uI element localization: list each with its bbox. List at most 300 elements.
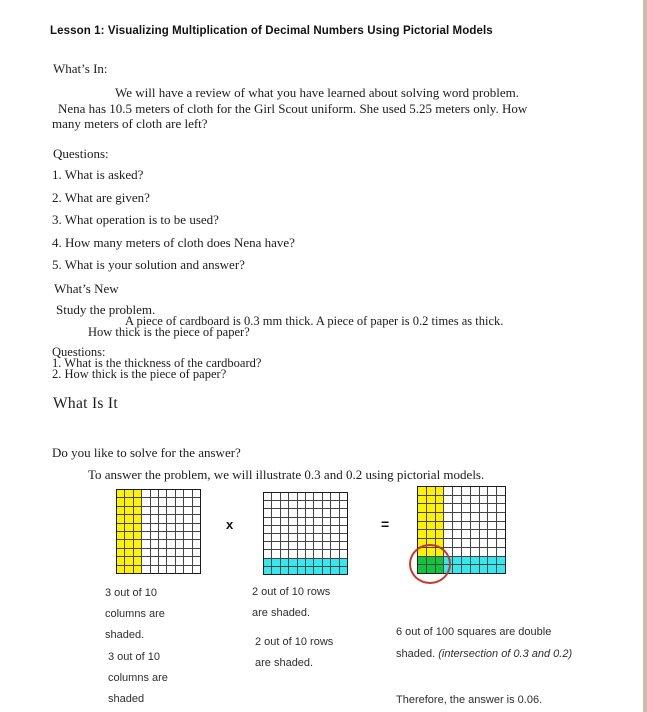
grid-cell (289, 526, 296, 533)
grid-cell (264, 559, 271, 566)
grid-cell (480, 504, 488, 512)
grid-cell (331, 534, 338, 541)
grid-cell (488, 557, 496, 565)
grid-cell (281, 501, 288, 508)
grid-cell (323, 542, 330, 549)
grid-cell (488, 548, 496, 556)
grid-cell (340, 526, 347, 533)
question-item: 3. What operation is to be used? (52, 212, 219, 227)
grid-cell (480, 487, 488, 495)
question-item: 1. What is asked? (52, 167, 144, 182)
grid-cell (159, 515, 166, 522)
grid-cell (125, 532, 132, 539)
grid-cell (167, 566, 174, 573)
grid3-caption-main: 6 out of 100 squares are double shaded. (396, 626, 552, 660)
grid-cell (298, 518, 305, 525)
grid-cell (314, 518, 321, 525)
question-item: 4. How many meters of cloth does Nena have? (52, 234, 295, 250)
grid-cell (453, 548, 461, 556)
grid-cell (444, 504, 452, 512)
grid-cell (167, 524, 174, 531)
question-item: 2. What are given? (52, 189, 150, 205)
grid-cell (306, 559, 313, 566)
grid-cell (314, 550, 321, 557)
grid-cell (427, 513, 435, 521)
question-item: 2. How thick is the piece of paper? (52, 367, 227, 382)
grid-cell (331, 526, 338, 533)
grid-cell (176, 524, 183, 531)
grid-cell (471, 513, 479, 521)
grid-cell (298, 550, 305, 557)
grid-cell (264, 567, 271, 574)
grid-cell (159, 557, 166, 564)
grid-cell (497, 539, 505, 547)
grid-cell (488, 530, 496, 538)
grid-cell (281, 526, 288, 533)
grid-cell (281, 509, 288, 516)
grid-cell (462, 548, 470, 556)
grid-cell (298, 509, 305, 516)
grid-cell (298, 526, 305, 533)
grid-cell (418, 530, 426, 538)
grid-cell (134, 515, 141, 522)
grid-cell (117, 566, 124, 573)
grid-cell (314, 542, 321, 549)
grid-cell (488, 496, 496, 504)
grid-cell (142, 557, 149, 564)
grid-cell (436, 487, 444, 495)
grid-cell (151, 540, 158, 547)
grid-cell (159, 490, 166, 497)
grid-cell (142, 524, 149, 531)
grid-cell (340, 559, 347, 566)
grid-cell (453, 504, 461, 512)
grid-cell (117, 549, 124, 556)
grid-cell (480, 557, 488, 565)
grid-cell (176, 507, 183, 514)
grid-cell (289, 501, 296, 508)
grid-cell (167, 490, 174, 497)
grid-cell (142, 566, 149, 573)
grid-cell (453, 565, 461, 573)
whats-new-heading: What’s New (54, 281, 119, 296)
grid-cell (444, 496, 452, 504)
grid-cell (272, 526, 279, 533)
grid-cell (134, 507, 141, 514)
grid-cell (159, 507, 166, 514)
grid-cell (176, 498, 183, 505)
grid-cell (323, 559, 330, 566)
whats-new-questions-heading: Questions: (52, 345, 106, 359)
grid-cell (289, 509, 296, 516)
grid-cell (340, 567, 347, 574)
grid-cell (306, 518, 313, 525)
grid-cell (159, 532, 166, 539)
pictorial-grid-0-3 (116, 489, 201, 574)
grid-cell (331, 559, 338, 566)
grid-cell (125, 566, 132, 573)
grid-cell (167, 540, 174, 547)
grid-cell (289, 567, 296, 574)
grid-cell (298, 559, 305, 566)
grid-cell (314, 509, 321, 516)
grid-cell (117, 532, 124, 539)
grid-cell (134, 524, 141, 531)
grid-cell (497, 513, 505, 521)
grid-cell (306, 526, 313, 533)
grid-cell (298, 542, 305, 549)
grid-cell (314, 567, 321, 574)
grid-cell (306, 542, 313, 549)
grid-cell (427, 504, 435, 512)
grid-cell (306, 567, 313, 574)
grid-cell (176, 515, 183, 522)
grid-cell (142, 490, 149, 497)
grid-cell (289, 542, 296, 549)
grid-cell (497, 557, 505, 565)
grid-cell (298, 501, 305, 508)
grid-cell (289, 534, 296, 541)
grid-cell (142, 515, 149, 522)
grid-cell (462, 539, 470, 547)
grid-cell (125, 549, 132, 556)
grid-cell (117, 515, 124, 522)
grid-cell (471, 557, 479, 565)
solve-prompt: Do you like to solve for the answer? (52, 445, 241, 460)
grid-cell (167, 507, 174, 514)
what-is-it-heading: What Is It (53, 395, 118, 412)
grid-cell (331, 542, 338, 549)
grid-cell (298, 493, 305, 500)
grid-cell (193, 490, 200, 497)
grid-cell (306, 509, 313, 516)
grid-cell (323, 501, 330, 508)
grid-cell (471, 548, 479, 556)
grid-cell (480, 565, 488, 573)
grid-cell (314, 501, 321, 508)
grid-cell (272, 559, 279, 566)
grid-cell (323, 550, 330, 557)
grid-cell (134, 540, 141, 547)
grid-cell (125, 515, 132, 522)
grid-cell (159, 498, 166, 505)
grid-cell (281, 518, 288, 525)
grid-cell (272, 542, 279, 549)
grid-cell (281, 567, 288, 574)
grid-cell (151, 490, 158, 497)
grid-cell (176, 532, 183, 539)
grid-cell (134, 490, 141, 497)
grid-cell (125, 498, 132, 505)
grid-cell (125, 540, 132, 547)
grid-cell (453, 530, 461, 538)
grid-cell (453, 557, 461, 565)
grid-cell (151, 566, 158, 573)
grid-cell (184, 490, 191, 497)
grid-cell (134, 557, 141, 564)
grid-cell (264, 534, 271, 541)
grid-cell (117, 507, 124, 514)
grid-cell (444, 513, 452, 521)
grid-cell (331, 501, 338, 508)
grid-cell (436, 504, 444, 512)
instruction-line: To answer the problem, we will illustrate 0.3 and 0.2 using pictorial models. (88, 467, 485, 482)
grid-cell (281, 559, 288, 566)
grid-cell (134, 498, 141, 505)
grid-cell (176, 549, 183, 556)
grid-cell (436, 513, 444, 521)
grid-cell (471, 539, 479, 547)
grid-cell (436, 496, 444, 504)
grid-cell (314, 526, 321, 533)
grid-cell (193, 524, 200, 531)
grid2-caption-second: 2 out of 10 rows are shaded. (255, 636, 334, 669)
grid-cell (340, 518, 347, 525)
lesson-title: Lesson 1: Visualizing Multiplication of Decimal Numbers Using Pictorial Models (50, 25, 493, 37)
grid-cell (462, 496, 470, 504)
grid-cell (264, 518, 271, 525)
grid-cell (176, 557, 183, 564)
grid3-caption-note: (intersection of 0.3 and 0.2) (438, 647, 573, 660)
whats-in-heading: What’s In: (53, 61, 108, 76)
grid-cell (427, 496, 435, 504)
grid-cell (436, 522, 444, 530)
grid-cell (488, 513, 496, 521)
grid-cell (340, 501, 347, 508)
grid-cell (167, 549, 174, 556)
whats-new-questions (52, 347, 261, 381)
intro-line: Nena has 10.5 meters of cloth for the Girl Scout uniform. She used 5.25 meters only. How (58, 100, 528, 116)
grid-cell (264, 509, 271, 516)
grid-cell (306, 501, 313, 508)
study-line: Study the problem. (56, 302, 156, 317)
intro-line: We will have a review of what you have learned about solving word problem. (115, 85, 519, 100)
grid-cell (497, 548, 505, 556)
grid-cell (331, 550, 338, 557)
grid-cell (134, 549, 141, 556)
grid-cell (340, 509, 347, 516)
grid-cell (184, 507, 191, 514)
grid-cell (159, 566, 166, 573)
grid-cell (264, 493, 271, 500)
grid-cell (151, 557, 158, 564)
grid-cell (151, 549, 158, 556)
grid-cell (471, 530, 479, 538)
grid-cell (340, 550, 347, 557)
grid-cell (323, 526, 330, 533)
grid-cell (281, 493, 288, 500)
grid-cell (184, 566, 191, 573)
grid-cell (184, 549, 191, 556)
grid-cell (134, 566, 141, 573)
grid-cell (323, 567, 330, 574)
grid-cell (281, 534, 288, 541)
grid-cell (272, 493, 279, 500)
grid-cell (331, 567, 338, 574)
grid-cell (142, 498, 149, 505)
grid-cell (480, 548, 488, 556)
grid-cell (184, 498, 191, 505)
multiplication-sign: x (226, 517, 234, 532)
grid-cell (193, 566, 200, 573)
grid-cell (453, 487, 461, 495)
grid-cell (184, 515, 191, 522)
grid-cell (142, 507, 149, 514)
grid1-caption-first: 3 out of 10 columns are shaded. (105, 587, 165, 641)
grid-cell (471, 565, 479, 573)
grid-cell (480, 496, 488, 504)
grid-cell (142, 532, 149, 539)
grid-cell (331, 509, 338, 516)
grid-cell (331, 518, 338, 525)
question-item: 5. What is your solution and answer? (52, 257, 245, 272)
grid-cell (462, 504, 470, 512)
pictorial-grid-0-2 (263, 492, 348, 575)
grid-cell (125, 490, 132, 497)
grid-cell (306, 493, 313, 500)
grid-cell (184, 557, 191, 564)
grid-cell (497, 487, 505, 495)
grid-cell (167, 515, 174, 522)
grid2-caption-first: 2 out of 10 rows are shaded. (252, 586, 331, 619)
grid-cell (462, 557, 470, 565)
grid-cell (306, 550, 313, 557)
grid-cell (272, 567, 279, 574)
grid-cell (125, 524, 132, 531)
grid-cell (453, 539, 461, 547)
grid-cell (462, 513, 470, 521)
grid-cell (340, 542, 347, 549)
grid-cell (264, 550, 271, 557)
grid-cell (497, 504, 505, 512)
grid-cell (480, 522, 488, 530)
intro-line: many meters of cloth are left? (52, 116, 208, 131)
grid-cell (314, 493, 321, 500)
grid-cell (193, 532, 200, 539)
grid-cell (340, 493, 347, 500)
grid-cell (289, 559, 296, 566)
grid-cell (418, 487, 426, 495)
grid-cell (117, 557, 124, 564)
grid-cell (471, 504, 479, 512)
grid-cell (117, 490, 124, 497)
grid-cell (193, 498, 200, 505)
grid-cell (444, 539, 452, 547)
grid-cell (167, 532, 174, 539)
grid-cell (159, 524, 166, 531)
grid-cell (125, 507, 132, 514)
grid-cell (314, 534, 321, 541)
grid-cell (159, 540, 166, 547)
grid-cell (453, 496, 461, 504)
grid-cell (418, 496, 426, 504)
grid-cell (444, 522, 452, 530)
grid-cell (134, 532, 141, 539)
grid-cell (272, 550, 279, 557)
grid-cell (480, 513, 488, 521)
grid-cell (314, 559, 321, 566)
grid3-caption (396, 622, 576, 665)
grid-cell (151, 532, 158, 539)
grid-cell (488, 539, 496, 547)
grid-cell (488, 504, 496, 512)
problem-line: How thick is the piece of paper? (88, 325, 250, 339)
grid-cell (298, 534, 305, 541)
grid-cell (462, 522, 470, 530)
grid-cell (281, 550, 288, 557)
intersection-highlight-circle (409, 544, 451, 584)
grid-cell (193, 557, 200, 564)
grid-cell (323, 493, 330, 500)
grid-cell (125, 557, 132, 564)
grid-cell (176, 540, 183, 547)
grid-cell (418, 522, 426, 530)
grid-cell (488, 487, 496, 495)
grid-cell (480, 539, 488, 547)
grid-cell (497, 565, 505, 573)
grid-cell (176, 566, 183, 573)
grid-cell (151, 498, 158, 505)
grid-cell (142, 540, 149, 547)
grid-cell (167, 557, 174, 564)
grid-cell (444, 487, 452, 495)
grid-cell (117, 498, 124, 505)
grid-cell (480, 530, 488, 538)
grid-cell (462, 530, 470, 538)
page-edge-stripe (643, 0, 647, 712)
grid-cell (488, 565, 496, 573)
grid-cell (193, 549, 200, 556)
grid-cell (471, 487, 479, 495)
grid-cell (193, 507, 200, 514)
grid-cell (444, 530, 452, 538)
grid-cell (462, 565, 470, 573)
grid-cell (453, 513, 461, 521)
grid-cell (193, 540, 200, 547)
question-item: 1. What is the thickness of the cardboard? (52, 356, 262, 371)
grid-cell (418, 513, 426, 521)
grid-cell (264, 542, 271, 549)
grid-cell (462, 487, 470, 495)
grid-cell (340, 534, 347, 541)
grid-cell (427, 530, 435, 538)
grid-cell (272, 534, 279, 541)
grid-cell (418, 504, 426, 512)
grid-cell (289, 550, 296, 557)
grid-cell (176, 490, 183, 497)
grid-cell (151, 515, 158, 522)
grid-cell (453, 522, 461, 530)
grid-cell (488, 522, 496, 530)
grid-cell (272, 501, 279, 508)
conclusion-line: Therefore, the answer is 0.06. (396, 694, 543, 706)
grid-cell (497, 496, 505, 504)
grid-cell (323, 509, 330, 516)
grid-cell (331, 493, 338, 500)
grid-cell (281, 542, 288, 549)
problem-line: A piece of cardboard is 0.3 mm thick. A piece of paper is 0.2 times as thick. (125, 314, 504, 328)
grid-cell (289, 518, 296, 525)
grid-cell (167, 498, 174, 505)
whats-in-intro (52, 85, 637, 132)
grid-cell (184, 532, 191, 539)
grid-cell (323, 518, 330, 525)
grid-cell (193, 515, 200, 522)
grid-cell (306, 534, 313, 541)
equals-sign: = (381, 516, 390, 532)
whats-in-questions-heading: Questions: (53, 146, 109, 161)
grid-cell (184, 524, 191, 531)
